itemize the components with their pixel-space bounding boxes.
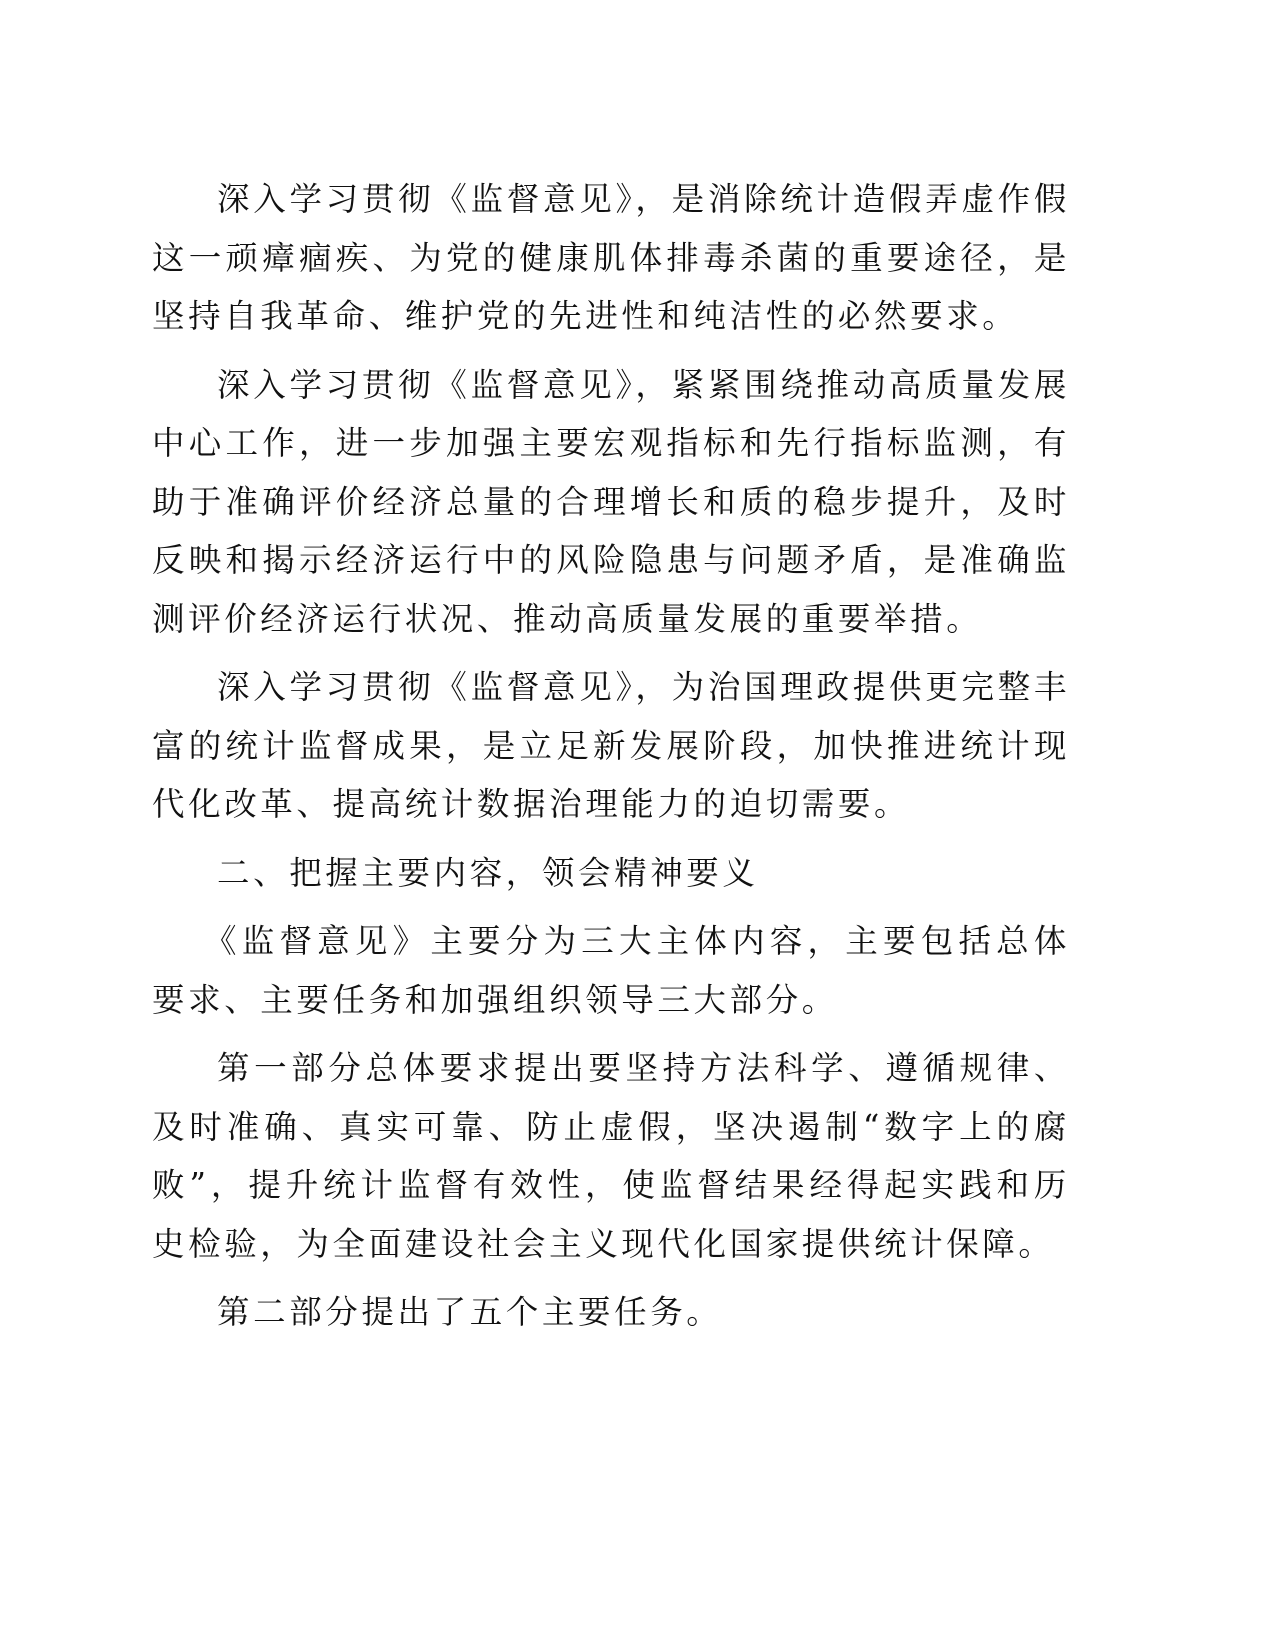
- document-body: [152, 170, 1070, 1352]
- paragraph-1: 深入学习贯彻《监督意见》，是消除统计造假弄虚作假这一顽瘴痼疾、为党的健康肌体排毒杀菌的重要途径，是坚持自我革命、维护党的先进性和纯洁性的必然要求。: [152, 180, 1070, 335]
- paragraph-4: 《监督意见》主要分为三大主体内容，主要包括总体要求、主要任务和加强组织领导三大部分。: [152, 922, 1070, 1019]
- paragraph-2: 深入学习贯彻《监督意见》，紧紧围绕推动高质量发展中心工作，进一步加强主要宏观指标和先行指标监测，有助于准确评价经济总量的合理增长和质的稳步提升，及时反映和揭示经济运行中的风险隐患与问题矛盾，是准确监测评价经济运行状况、推动高质量发展的重要举措。: [152, 365, 1070, 638]
- paragraph-3: 深入学习贯彻《监督意见》，为治国理政提供更完整丰富的统计监督成果，是立足新发展阶段，加快推进统计现代化改革、提高统计数据治理能力的迫切需要。: [152, 668, 1070, 823]
- paragraph-6: 第二部分提出了五个主要任务。: [217, 1293, 723, 1331]
- paragraph-5: 第一部分总体要求提出要坚持方法科学、遵循规律、及时准确、真实可靠、防止虚假，坚决遏制“数字上的腐败”，提升统计监督有效性，使监督结果经得起实践和历史检验，为全面建设社会主义现代化国家提供统计保障。: [152, 1049, 1070, 1263]
- section-heading: 二、把握主要内容，领会精神要义: [217, 853, 759, 892]
